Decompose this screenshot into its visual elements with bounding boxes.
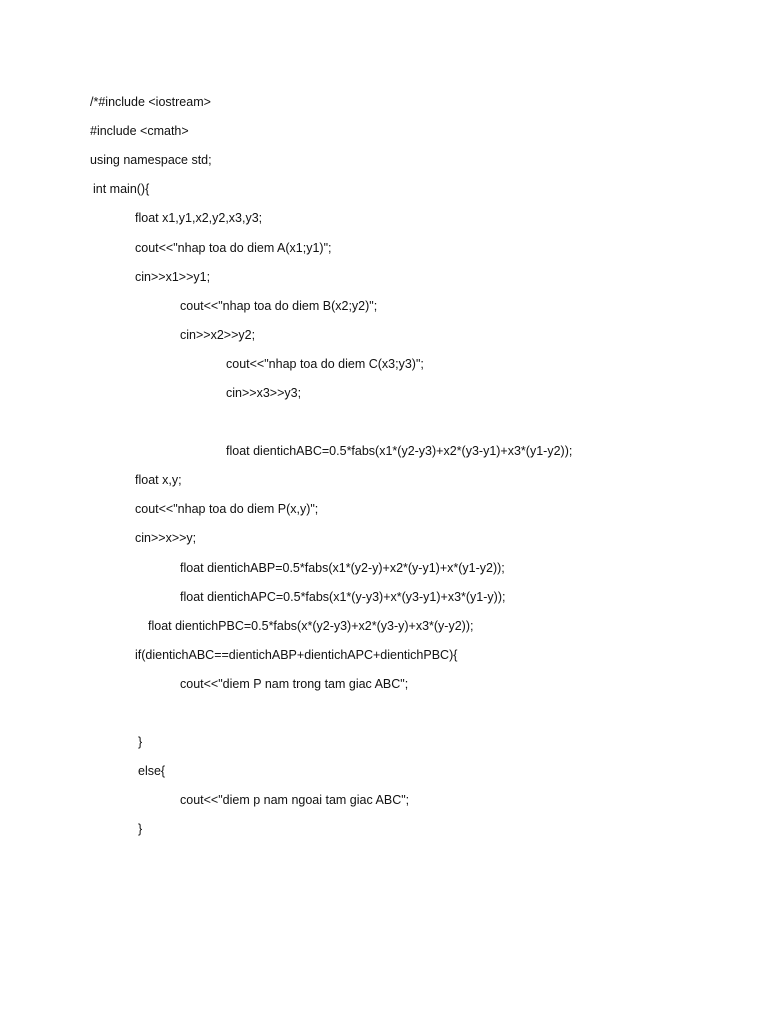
- code-line-19: if(dientichABC==dientichABP+dientichAPC+dientichPBC){: [135, 648, 458, 662]
- code-line-15: cin>>x>>y;: [135, 531, 197, 545]
- code-line-21: }: [138, 735, 143, 749]
- code-line-18: float dientichPBC=0.5*fabs(x*(y2-y3)+x2*(y3-y)+x3*(y-y2));: [148, 619, 474, 633]
- code-line-14: cout<<"nhap toa do diem P(x,y)";: [135, 502, 319, 516]
- code-line-3: using namespace std;: [90, 153, 212, 167]
- code-line-11: cin>>x3>>y3;: [226, 386, 302, 400]
- code-line-9: cin>>x2>>y2;: [180, 328, 256, 342]
- code-line-8: cout<<"nhap toa do diem B(x2;y2)";: [180, 299, 378, 313]
- code-line-24: }: [138, 822, 143, 836]
- code-line-5: float x1,y1,x2,y2,x3,y3;: [135, 211, 263, 225]
- code-line-17: float dientichAPC=0.5*fabs(x1*(y-y3)+x*(y3-y1)+x3*(y1-y));: [180, 590, 506, 604]
- code-line-6: cout<<"nhap toa do diem A(x1;y1)";: [135, 241, 332, 255]
- code-line-16: float dientichABP=0.5*fabs(x1*(y2-y)+x2*(y-y1)+x*(y1-y2));: [180, 561, 505, 575]
- code-line-13: float x,y;: [135, 473, 182, 487]
- code-line-23: cout<<"diem p nam ngoai tam giac ABC";: [180, 793, 410, 807]
- code-line-1: /*#include <iostream>: [90, 95, 211, 109]
- code-line-4: int main(){: [93, 182, 150, 196]
- code-line-20: cout<<"diem P nam trong tam giac ABC";: [180, 677, 409, 691]
- code-line-2: #include <cmath>: [90, 124, 189, 138]
- code-line-10: cout<<"nhap toa do diem C(x3;y3)";: [226, 357, 424, 371]
- code-line-22: else{: [138, 764, 166, 778]
- code-line-7: cin>>x1>>y1;: [135, 270, 211, 284]
- code-line-12: float dientichABC=0.5*fabs(x1*(y2-y3)+x2*(y3-y1)+x3*(y1-y2));: [226, 444, 573, 458]
